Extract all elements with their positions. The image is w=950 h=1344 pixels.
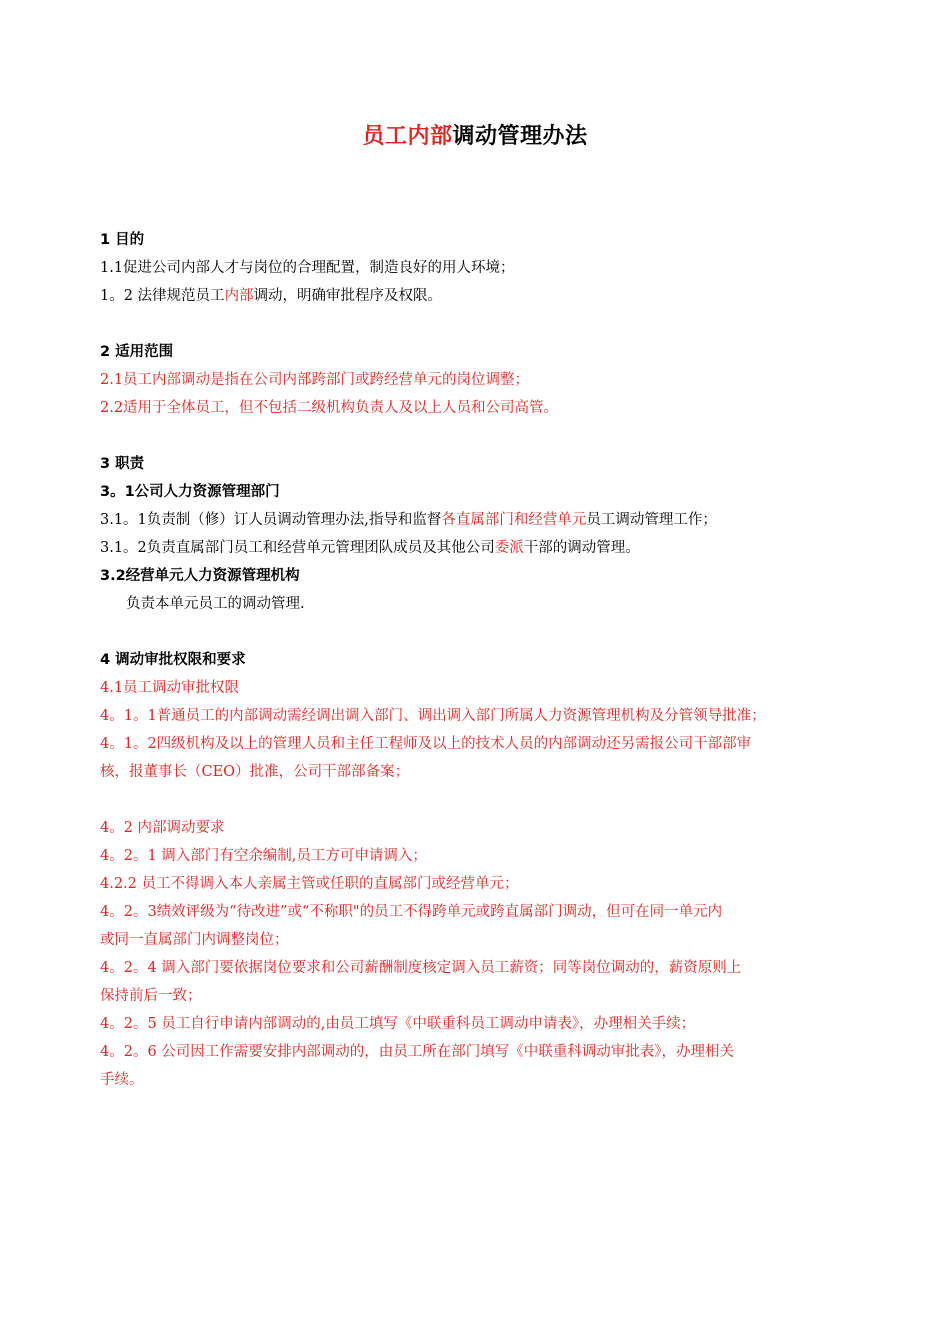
section-1-2-red: 内部 xyxy=(224,288,254,304)
section-3-1-2-text-a: 3.1。2负责直属部门员工和经营单元管理团队成员及其他公司 xyxy=(100,540,495,556)
section-2-1: 2.1员工内部调动是指在公司内部跨部门或跨经营单元的岗位调整； xyxy=(100,372,530,388)
section-4-2-2: 4.2.2 员工不得调入本人亲属主管或任职的直属部门或经营单元； xyxy=(100,876,519,892)
section-4-1-1: 4。1。1普通员工的内部调动需经调出调入部门、调出调入部门所属人力资源管理机构及分管领导批准； xyxy=(100,708,766,724)
section-2-heading: 2 适用范围 xyxy=(100,344,174,360)
section-3-heading: 3 职责 xyxy=(100,456,145,472)
section-4-2-heading: 4。2 内部调动要求 xyxy=(100,820,225,836)
section-1-2-text-b: 调动，明确审批程序及权限。 xyxy=(253,288,443,304)
section-3-1-heading: 3。1公司人力资源管理部门 xyxy=(100,484,280,500)
section-4-2-4-line-1: 4。2。4 调入部门要依据岗位要求和公司薪酬制度核定调入员工薪资；同等岗位调动的，薪资原则上 xyxy=(100,960,742,976)
section-4-2-1: 4。2。1 调入部门有空余编制,员工方可申请调入； xyxy=(100,848,427,864)
section-4-2-3-line-2: 或同一直属部门内调整岗位； xyxy=(100,932,289,948)
section-1-2-text-a: 1。2 法律规范员工 xyxy=(100,288,225,304)
section-3-1-1 xyxy=(100,506,855,534)
section-3-1-2-text-b: 干部的调动管理。 xyxy=(523,540,640,556)
section-3-1-1-text-a: 3.1。1负责制（修）订人员调动管理办法,指导和监督 xyxy=(100,512,442,528)
section-3-1-2 xyxy=(100,534,855,562)
title-red-part: 员工内部 xyxy=(362,124,453,149)
section-4-2-3-line-1: 4。2。3绩效评级为“待改进”或“不称职"的员工不得跨单元或跨直属部门调动，但可在同一单元内 xyxy=(100,904,723,920)
title-black-part: 调动管理办法 xyxy=(452,124,588,149)
section-3-1-2-red: 委派 xyxy=(494,540,524,556)
section-4-1-heading: 4.1员工调动审批权限 xyxy=(100,680,240,696)
section-1-1: 1.1促进公司内部人才与岗位的合理配置，制造良好的用人环境； xyxy=(100,260,515,276)
section-3-1-1-text-b: 员工调动管理工作； xyxy=(586,512,717,528)
section-3-2-text: 负责本单元员工的调动管理. xyxy=(126,596,305,612)
section-1-2 xyxy=(100,282,855,310)
section-4-1-2-line-2: 核，报董事长（CEO）批准，公司干部部备案； xyxy=(100,764,410,780)
section-4-2-6-line-2: 手续。 xyxy=(100,1072,144,1088)
section-1-heading: 1 目的 xyxy=(100,232,145,248)
document-title xyxy=(0,118,950,156)
section-4-2-5: 4。2。5 员工自行申请内部调动的,由员工填写《中联重科员工调动申请表》，办理相关手续； xyxy=(100,1016,696,1032)
section-4-heading: 4 调动审批权限和要求 xyxy=(100,652,246,668)
section-2-2: 2.2适用于全体员工，但不包括二级机构负责人及以上人员和公司高管。 xyxy=(100,400,559,416)
section-3-2-heading: 3.2经营单元人力资源管理机构 xyxy=(100,568,300,584)
section-4-2-6-line-1: 4。2。6 公司因工作需要安排内部调动的，由员工所在部门填写《中联重科调动审批表》，办理相关 xyxy=(100,1044,735,1060)
section-3-1-1-red: 各直属部门和经营单元 xyxy=(441,512,587,528)
section-4-2-4-line-2: 保持前后一致； xyxy=(100,988,202,1004)
section-4-1-2-line-1: 4。1。2四级机构及以上的管理人员和主任工程师及以上的技术人员的内部调动还另需报公司干部部审 xyxy=(100,736,752,752)
document-body xyxy=(100,226,855,1094)
